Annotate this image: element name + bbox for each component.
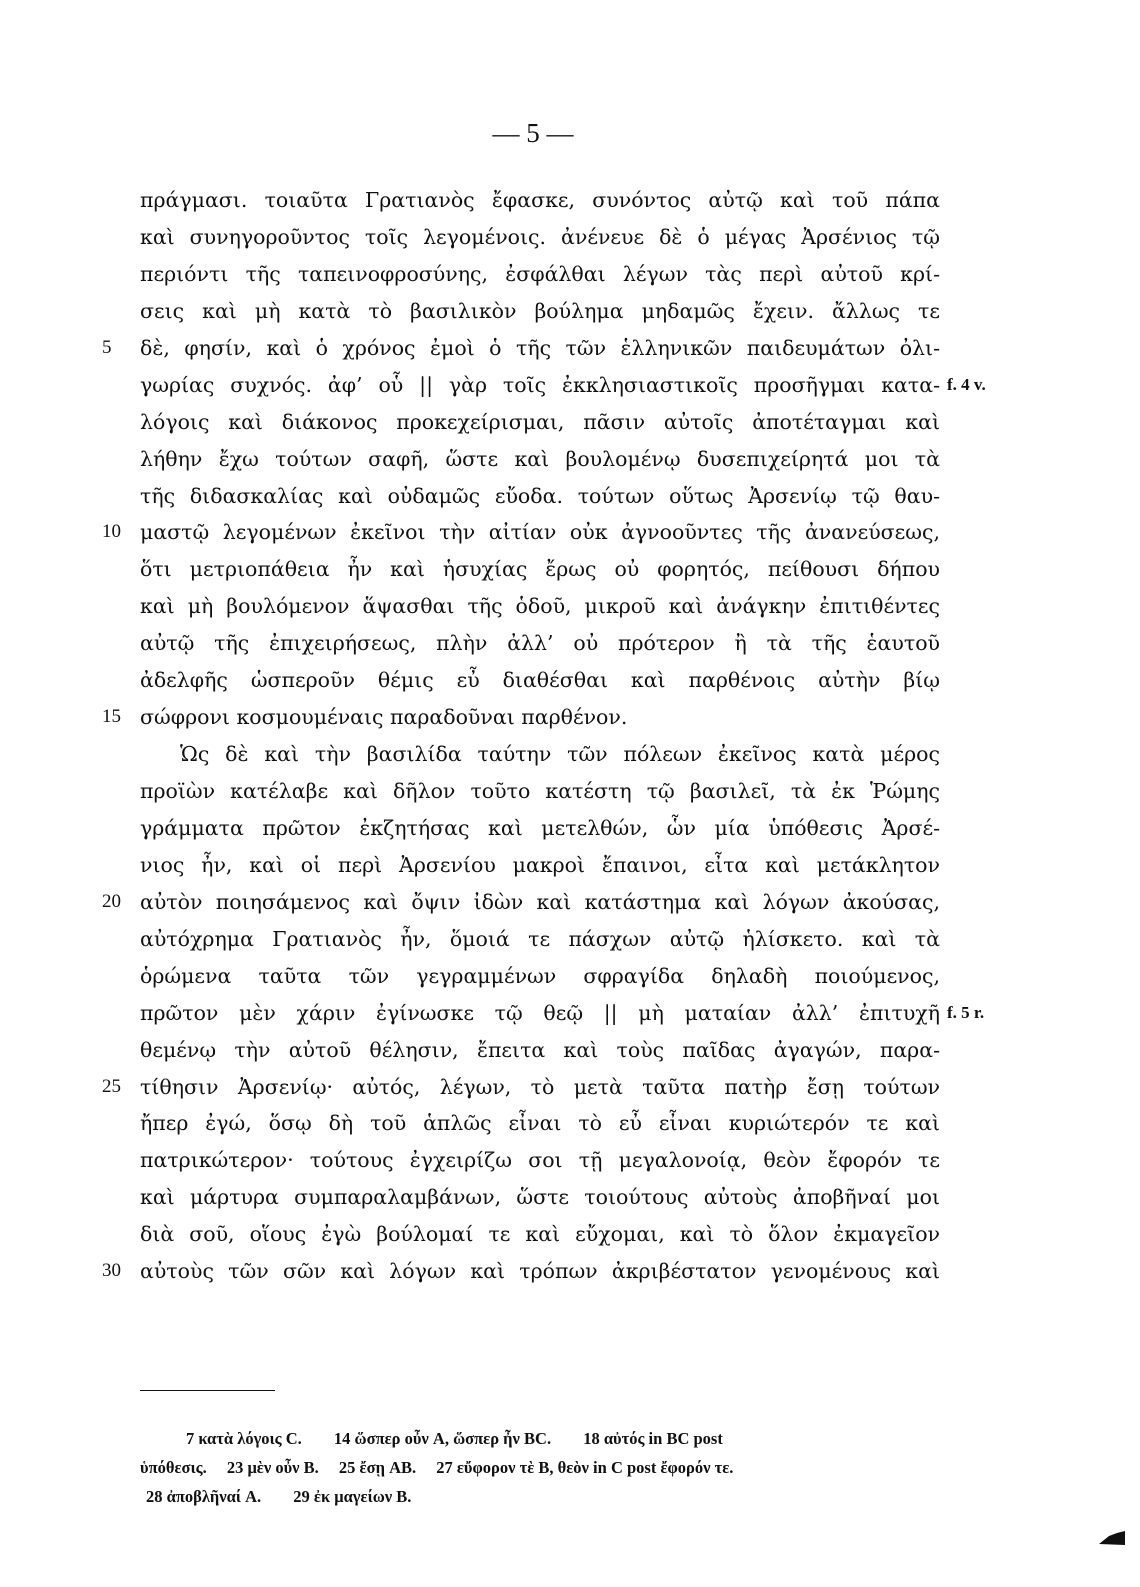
line-text: αὐτῷ τῆς ἐπιχειρήσεως, πλὴν ἀλλ’ οὐ πρότερον ἢ τὰ τῆς ἑαυτοῦ [140,631,940,656]
folio-note: f. 4 v. [947,374,986,394]
line-text: αὐτοὺς τῶν σῶν καὶ λόγων καὶ τρόπων ἀκριβέστατον γενομένους καὶ [140,1259,940,1284]
line-text: γωρίας συχνός. ἀφ’ οὗ || γὰρ τοῖς ἐκκλησιαστικοῖς προσῆγμαι κατα- [140,372,940,397]
footnote-line [140,1482,940,1511]
footnote-entry: 7 κατὰ λόγοις C. [186,1429,302,1448]
line-text: ὅτι μετριοπάθεια ἦν καὶ ἡσυχίας ἔρως οὐ φορητός, πείθουσι δήπου [140,557,940,582]
line-text: σώφρονι κοσμουμέναις παραδοῦναι παρθένον. [140,705,628,730]
text-line [140,736,940,773]
text-line [140,995,985,1032]
footnote-entry: 27 εὔφορον τὲ B, θεὸν in C post ἔφορόν τε. [436,1458,734,1477]
text-line [102,330,940,367]
line-text: πρῶτον μὲν χάριν ἐγίνωσκε τῷ θεῷ || μὴ ματαίαν ἀλλ’ ἐπιτυχῆ [140,1000,940,1025]
text-line [102,699,940,736]
page-number: — 5 — [492,118,574,148]
text-line [140,810,940,847]
text-line [140,662,940,699]
text-line [140,588,940,625]
line-text: καὶ μὴ βουλόμενον ἅψασθαι τῆς ὁδοῦ, μικροῦ καὶ ἀνάγκην ἐπιτιθέντες [140,594,940,619]
text-line [140,625,940,662]
text-line [140,367,986,404]
line-number: 15 [102,706,121,728]
line-text: λήθην ἔχω τούτων σαφῆ, ὥστε καὶ βουλομένῳ δυσεπιχείρητά μοι τὰ [140,446,940,471]
footnote-entry: 14 ὥσπερ οὖν A, ὥσπερ ἦν BC. [333,1429,552,1448]
line-text: τίθησιν Ἀρσενίῳ· αὐτός, λέγων, τὸ μετὰ ταῦτα πατὴρ ἔσῃ τούτων [140,1074,940,1099]
line-text: σεις καὶ μὴ κατὰ τὸ βασιλικὸν βούλημα μηδαμῶς ἔχειν. ἄλλως τε [140,298,940,323]
line-text: ἤπερ ἐγώ, ὅσῳ δὴ τοῦ ἁπλῶς εἶναι τὸ εὖ εἶναι κυριώτερόν τε καὶ [140,1111,940,1136]
footnote-entry: 25 ἔσῃ AB. [338,1458,417,1477]
text-line [102,1069,940,1106]
line-text: γράμματα πρῶτον ἐκζητήσας καὶ μετελθών, ὧν μία ὑπόθεσις Ἀρσέ- [140,815,940,840]
line-text: θεμένῳ τὴν αὐτοῦ θέλησιν, ἔπειτα καὶ τοὺς παῖδας ἀγαγών, παρα- [140,1037,940,1062]
text-line [140,404,940,441]
text-line [140,256,940,293]
line-text: αὐτὸν ποιησάμενος καὶ ὄψιν ἰδὼν καὶ κατάστημα καὶ λόγων ἀκούσας, [140,889,940,914]
line-text: πατρικώτερον· τούτους ἐγχειρίζω σοι τῇ μεγαλονοίᾳ, θεὸν ἔφορόν τε [140,1148,940,1173]
line-number: 30 [102,1260,121,1282]
text-line [140,1216,940,1253]
line-text: τῆς διδασκαλίας καὶ οὐδαμῶς εὔοδα. τούτων οὕτως Ἀρσενίῳ τῷ θαυ- [140,483,940,508]
footnote-entry: 29 ἐκ μαγείων B. [293,1487,412,1506]
line-text: καὶ συνηγοροῦντος τοῖς λεγομένοις. ἀνένευε δὲ ὁ μέγας Ἀρσένιος τῷ [140,224,940,249]
footnote-entry: 23 μὲν οὖν B. [226,1458,319,1477]
text-line [140,1032,940,1069]
footnote-entry: 18 αὐτός in BC post [583,1429,723,1448]
line-text: αὐτόχρημα Γρατιανὸς ἦν, ὅμοιά τε πάσχων αὐτῷ ἡλίσκετο. καὶ τὰ [140,926,940,951]
line-number: 20 [102,890,121,912]
text-line [140,1142,940,1179]
text-line [140,219,940,256]
line-number: 25 [102,1075,121,1097]
footnote-line [140,1453,940,1482]
line-text: μαστῷ λεγομένων ἐκεῖνοι τὴν αἰτίαν οὐκ ἀγνοοῦντες τῆς ἀνανεύσεως, [140,520,940,545]
footnotes [140,1424,940,1511]
folio-note: f. 5 r. [947,1002,985,1022]
text-line [140,773,940,810]
ink-smudge-icon [1097,1530,1127,1546]
line-number: 10 [102,521,121,543]
line-text: λόγοις καὶ διάκονος προκεχείρισμαι, πᾶσιν αὐτοῖς ἀποτέταγμαι καὶ [140,409,940,434]
line-text: νιος ἦν, καὶ οἱ περὶ Ἀρσενίου μακροὶ ἔπαινοι, εἶτα καὶ μετάκλητον [140,852,940,877]
text-line [140,293,940,330]
text-line [102,514,940,551]
text-line [140,1179,940,1216]
text-line [102,884,940,921]
text-line [140,478,940,515]
text-line [140,921,940,958]
text-line [140,441,940,478]
body-text [102,182,986,1290]
line-text: προϊὼν κατέλαβε καὶ δῆλον τοῦτο κατέστη τῷ βασιλεῖ, τὰ ἐκ Ῥώμης [140,779,940,803]
text-line [140,958,940,995]
footnote-entry: 28 ἀποβλῆναί A. [146,1487,262,1506]
line-text: περιόντι τῆς ταπεινοφροσύνης, ἐσφάλθαι λέγων τὰς περὶ αὐτοῦ κρί- [140,261,940,286]
text-line [102,1253,940,1290]
line-text: ἀδελφῆς ὡσπεροῦν θέμις εὖ διαθέσθαι καὶ παρθένοις αὐτὴν βίῳ [140,668,940,693]
line-text: ὁρώμενα ταῦτα τῶν γεγραμμένων σφραγίδα δηλαδὴ ποιούμενος, [140,963,940,988]
line-text: δὲ, φησίν, καὶ ὁ χρόνος ἐμοὶ ὁ τῆς τῶν ἑλληνικῶν παιδευμάτων ὀλι- [140,335,940,360]
text-line [140,551,940,588]
footnote-divider [140,1390,275,1391]
line-text: διὰ σοῦ, οἵους ἐγὼ βούλομαί τε καὶ εὔχομαι, καὶ τὸ ὅλον ἐκμαγεῖον [140,1222,940,1247]
line-text: Ὡς δὲ καὶ τὴν βασιλίδα ταύτην τῶν πόλεων ἐκεῖνος κατὰ μέρος [180,742,940,767]
footnote-entry: ὑπόθεσις. [140,1458,207,1477]
line-text: καὶ μάρτυρα συμπαραλαμβάνων, ὥστε τοιούτους αὐτοὺς ἀποβῆναί μοι [140,1185,940,1210]
text-line [140,182,940,219]
text-line [140,1105,940,1142]
line-text: πράγμασι. τοιαῦτα Γρατιανὸς ἔφασκε, συνόντος αὐτῷ καὶ τοῦ πάπα [140,188,940,212]
text-line [140,847,940,884]
footnote-line [140,1424,940,1453]
line-number: 5 [102,336,112,358]
